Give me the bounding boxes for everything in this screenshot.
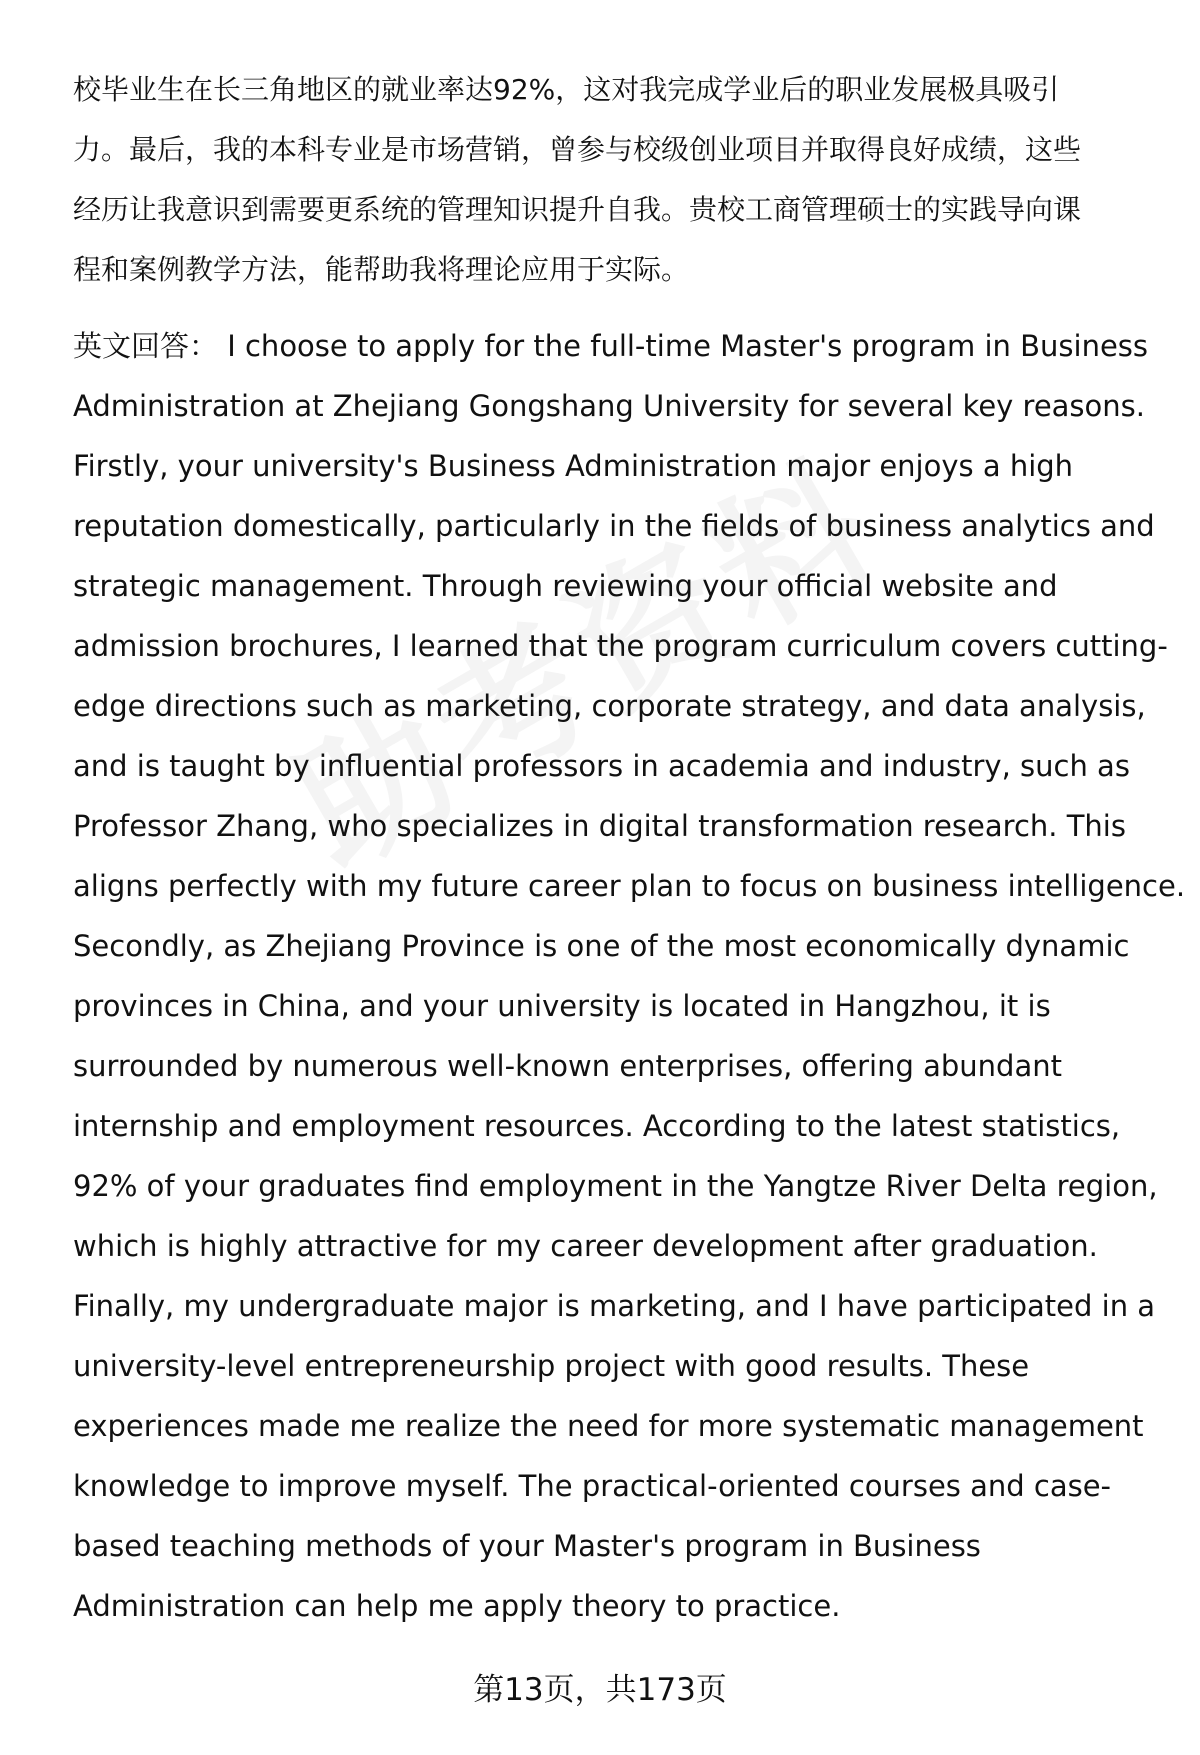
english-answer-paragraph — [73, 316, 1186, 1636]
text-line: Administration at Zhejiang Gongshang University for several key reasons. — [73, 389, 1145, 423]
text-line: experiences made me realize the need for more systematic management — [73, 1409, 1144, 1443]
text-line: Professor Zhang, who specializes in digital transformation research. This — [73, 809, 1126, 843]
text-line: strategic management. Through reviewing your official website and — [73, 569, 1058, 603]
text-line: university-level entrepreneurship project with good results. These — [73, 1349, 1030, 1383]
chinese-answer-paragraph — [73, 60, 1163, 300]
text-line: 校毕业生在长三角地区的就业率达92%，这对我完成学业后的职业发展极具吸引 — [73, 73, 1060, 106]
text-line: Secondly, as Zhejiang Province is one of the most economically dynamic — [73, 929, 1130, 963]
text-line: admission brochures, I learned that the program curriculum covers cutting- — [73, 629, 1168, 663]
text-line: which is highly attractive for my career development after graduation. — [73, 1229, 1098, 1263]
text-line: aligns perfectly with my future career plan to focus on business intelligence. — [73, 869, 1186, 903]
text-line: Finally, my undergraduate major is marketing, and I have participated in a — [73, 1289, 1156, 1323]
text-line: 程和案例教学方法，能帮助我将理论应用于实际。 — [73, 253, 690, 286]
text-line: 经历让我意识到需要更系统的管理知识提升自我。贵校工商管理硕士的实践导向课 — [73, 193, 1082, 226]
text-line: edge directions such as marketing, corporate strategy, and data analysis, — [73, 689, 1146, 723]
text-line: Administration can help me apply theory to practice. — [73, 1589, 841, 1623]
text-line: based teaching methods of your Master's program in Business — [73, 1529, 981, 1563]
text-line: 92% of your graduates find employment in the Yangtze River Delta region, — [73, 1169, 1158, 1203]
text-line: provinces in China, and your university is located in Hangzhou, it is — [73, 989, 1051, 1023]
text-line: 力。最后，我的本科专业是市场营销，曾参与校级创业项目并取得良好成绩，这些 — [73, 133, 1082, 166]
text-line: surrounded by numerous well-known enterprises, offering abundant — [73, 1049, 1062, 1083]
page-content — [73, 60, 1186, 1636]
text-line: knowledge to improve myself. The practical-oriented courses and case- — [73, 1469, 1112, 1503]
text-line: internship and employment resources. According to the latest statistics, — [73, 1109, 1121, 1143]
text-line: Firstly, your university's Business Administration major enjoys a high — [73, 449, 1074, 483]
page-number: 第13页，共173页 — [473, 1672, 727, 1708]
text-line: reputation domestically, particularly in the fields of business analytics and — [73, 509, 1155, 543]
text-line: and is taught by influential professors in academia and industry, such as — [73, 749, 1130, 783]
text-line: 英文回答： I choose to apply for the full-time Master's program in Business — [73, 329, 1149, 363]
